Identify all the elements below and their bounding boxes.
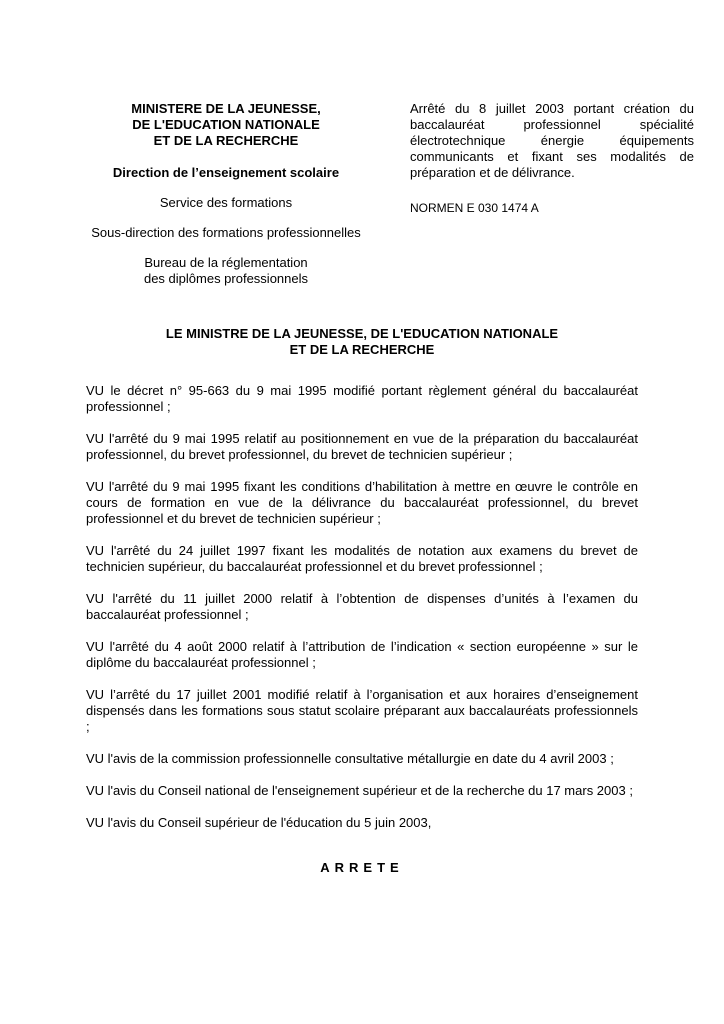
legal-reference: VU l'avis du Conseil supérieur de l'éducation du 5 juin 2003, [86, 815, 432, 830]
minister-line: LE MINISTRE DE LA JEUNESSE, DE L'EDUCATION NATIONALE [165, 326, 559, 341]
decree-title: Arrêté du 8 juillet 2003 portant création du baccalauréat professionnel spécialité électrotechnique énergie équipements communicants et fixant ses modalités de préparation et de délivrance. [410, 101, 694, 180]
legal-references-list [86, 383, 638, 847]
minister-line: ET DE LA RECHERCHE [289, 342, 435, 357]
issuing-authority-block [80, 101, 372, 287]
ministry-line: DE L'EDUCATION NATIONALE [132, 117, 320, 132]
bureau-line: des diplômes professionnels [143, 271, 309, 286]
legal-reference: VU l'arrêté du 9 mai 1995 fixant les conditions d’habilitation à mettre en œuvre le contrôle en cours de formation en vue de la délivrance du baccalauréat professionnel, du brevet professionnel et du brevet de technicien supérieur ; [86, 479, 638, 526]
arrete-heading: ARRETE [320, 860, 404, 875]
ministry-line: MINISTERE DE LA JEUNESSE, [131, 101, 321, 116]
decree-header [410, 101, 694, 216]
direction-name: Direction de l’enseignement scolaire [112, 165, 340, 180]
nor-reference: NORMEN E 030 1474 A [410, 201, 539, 215]
minister-heading [86, 326, 638, 358]
legal-reference: VU l'arrêté du 24 juillet 1997 fixant les modalités de notation aux examens du brevet de technicien supérieur, du baccalauréat professionnel et du brevet professionnel ; [86, 543, 638, 574]
ministry-name [80, 101, 372, 149]
ministry-line: ET DE LA RECHERCHE [153, 133, 299, 148]
legal-reference: VU l'arrêté du 9 mai 1995 relatif au positionnement en vue de la préparation du baccalauréat professionnel, du brevet professionnel, du brevet de technicien supérieur ; [86, 431, 638, 462]
service-name: Service des formations [159, 195, 293, 210]
legal-reference: VU l’arrêté du 17 juillet 2001 modifié relatif à l’organisation et aux horaires d’enseignement dispensés dans les formations sous statut scolaire préparant aux baccalauréats professionnels ; [86, 687, 638, 734]
legal-reference: VU l'arrêté du 11 juillet 2000 relatif à l’obtention de dispenses d’unités à l’examen du baccalauréat professionnel ; [86, 591, 638, 622]
bureau-line: Bureau de la réglementation [144, 255, 308, 270]
legal-reference: VU l'avis de la commission professionnelle consultative métallurgie en date du 4 avril 2003 ; [86, 751, 614, 766]
legal-reference: VU l'avis du Conseil national de l'enseignement supérieur et de la recherche du 17 mars 2003 ; [86, 783, 633, 798]
bureau-name [80, 255, 372, 287]
legal-reference: VU l'arrêté du 4 août 2000 relatif à l’attribution de l’indication « section européenne » sur le diplôme du baccalauréat professionnel ; [86, 639, 638, 670]
subdirection-name: Sous-direction des formations professionnelles [91, 225, 361, 240]
legal-reference: VU le décret n° 95-663 du 9 mai 1995 modifié portant règlement général du baccalauréat professionnel ; [86, 383, 638, 414]
